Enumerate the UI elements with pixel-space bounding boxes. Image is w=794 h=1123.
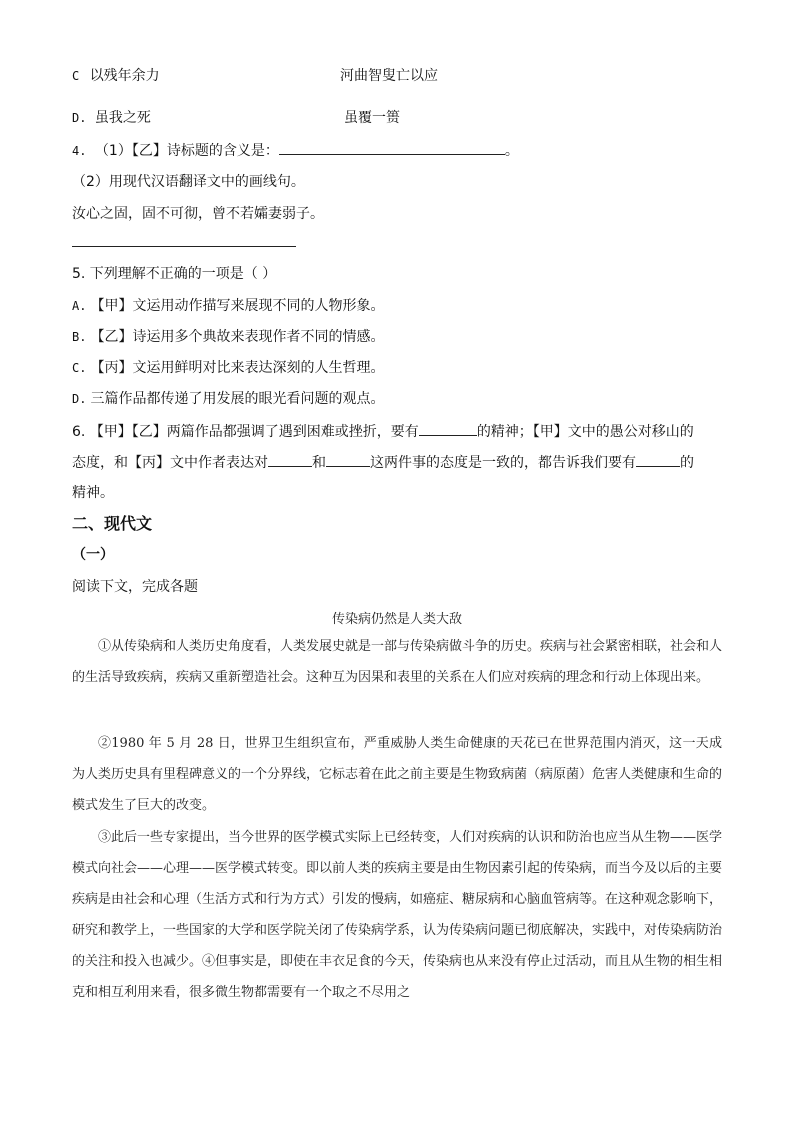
option-d-right: 虽覆一篑 — [344, 110, 400, 126]
q4-sentence: 汝心之固，固不可彻，曾不若孀妻弱子。 — [72, 206, 324, 222]
q6-blank-2[interactable] — [268, 452, 312, 467]
section-title: 二、现代文 — [72, 514, 153, 533]
q5-b-text: 【乙】诗运用多个典故来表现作者不同的情感。 — [90, 329, 385, 345]
q5-stem: 5. 下列理解不正确的一项是（ ） — [72, 266, 277, 282]
option-c-label: C — [72, 69, 80, 83]
q4-number: 4. — [72, 144, 87, 158]
option-c — [72, 66, 160, 86]
q4-part1-end: 。 — [504, 143, 519, 159]
reading-instruction: 阅读下文，完成各题 — [72, 579, 198, 595]
option-c-right: 河曲智叟亡以应 — [340, 68, 438, 84]
article-paragraph-2: ②1980 年 5 月 28 日，世界卫生组织宣布，严重威胁人类生命健康的天花已在世界范围内消灭，这一天成为人类历史具有里程碑意义的一个分界线，它标志着在此之前主要是生物致病菌（病原菌）危害人类健康和生命的模式发生了巨大的改变。 — [72, 736, 723, 813]
q6-seg2: 的精神；【甲】文中的愚公对移山的 — [476, 424, 694, 440]
q5-option-a — [72, 296, 384, 316]
option-c-left: 以残年余力 — [89, 68, 160, 84]
q5-a-text: 【甲】文运用动作描写来展现不同的人物形象。 — [90, 298, 385, 314]
q4-answer-blank[interactable] — [279, 140, 505, 155]
q5-option-b — [72, 327, 384, 347]
section-subheading: （一） — [72, 547, 114, 563]
article-title: 传染病仍然是人类大敌 — [331, 612, 462, 627]
q4-translation-line[interactable] — [72, 246, 296, 247]
q6-blank-4[interactable] — [636, 452, 680, 467]
q5-a-label: A. — [72, 299, 87, 313]
q6-seg3: 态度，和【丙】文中作者表达对 — [72, 455, 268, 471]
q5-b-label: B. — [72, 330, 87, 344]
q4-part1-text: （1）【乙】诗标题的含义是： — [94, 143, 279, 159]
option-d — [72, 108, 151, 128]
option-d-label: D. — [72, 111, 87, 125]
q5-c-text: 【丙】文运用鲜明对比来表达深刻的人生哲理。 — [90, 360, 385, 376]
q6-seg6: 的 — [680, 455, 694, 471]
q4-part2: （2）用现代汉语翻译文中的画线句。 — [72, 174, 305, 190]
q6-line1 — [72, 421, 694, 442]
q5-d-text: 三篇作品都传递了用发展的眼光看问题的观点。 — [90, 391, 385, 407]
q6-line3: 精神。 — [72, 485, 114, 501]
q5-option-c — [72, 358, 384, 378]
q5-d-label: D. — [72, 392, 87, 406]
q6-seg1: 6. 【甲】【乙】两篇作品都强调了遇到困难或挫折，要有 — [72, 424, 419, 440]
option-d-left: 虽我之死 — [94, 110, 151, 126]
article-paragraph-1: ①从传染病和人类历史角度看，人类发展史就是一部与传染病做斗争的历史。疾病与社会紧密相联，社会和人的生活导致疾病，疾病又重新塑造社会。这种互为因果和表里的关系在人们应对疾病的理念和行动上体现出来。 — [72, 639, 723, 685]
q5-option-d — [72, 389, 384, 409]
article-paragraph-3: ③此后一些专家提出，当今世界的医学模式实际上已经转变，人们对疾病的认识和防治也应当从生物——医学模式向社会——心理——医学模式转变。即以前人类的疾病主要是由生物因素引起的传染病，而当今及以后的主要疾病是由社会和心理（生活方式和行为方式）引发的慢病，如癌症、糖尿病和心脑血管病等。在这种观念影响下，研究和教学上，一些国家的大学和医学院关闭了传染病学系，认为传染病问题已彻底解决，实践中，对传染病防治的关注和投入也减少。④但事实是，即使在丰衣足食的今天，传染病也从来没有停止过活动，而且从生物的相生相克和相互利用来看，很多微生物都需要有一个取之不尽用之 — [72, 830, 723, 1000]
q5-c-label: C. — [72, 361, 87, 375]
q6-blank-3[interactable] — [326, 452, 370, 467]
q6-seg5: 这两件事的态度是一致的，都告诉我们要有 — [370, 455, 636, 471]
q6-blank-1[interactable] — [419, 421, 477, 436]
q6-line2 — [72, 452, 694, 473]
q4-part1 — [72, 140, 519, 161]
q6-seg4: 和 — [312, 455, 326, 471]
